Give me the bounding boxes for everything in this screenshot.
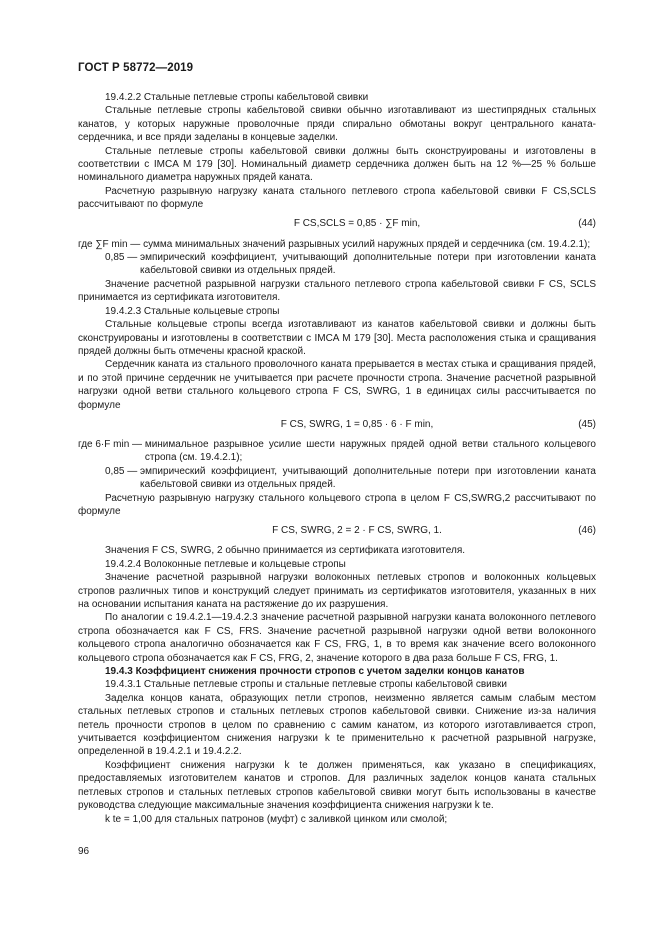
formula-45	[78, 415, 596, 434]
paragraph: Заделка концов каната, образующих петли стропов, неизменно является самым слабым местом стальных петлевых стропов и стальных петлевых стропов кабельтовой свивки. Снижение из-за наличия петель прочности стропов в целом по сравнению с самим канатом, из которого изготавливается строп, учитывается коэффициентом снижения нагрузки k te применительно к расчетной разрывной нагрузке, определенной в 19.4.2.1 и 19.4.2.2.	[78, 692, 596, 758]
definition-item	[78, 438, 596, 465]
paragraph: Расчетную разрывную нагрузку каната стального петлевого стропа кабельтовой свивки F CS,SCLS рассчитывают по формуле	[78, 185, 596, 211]
document-header: ГОСТ Р 58772—2019	[78, 62, 194, 74]
paragraph: Стальные кольцевые стропы всегда изготавливают из канатов кабельтовой свивки и должны быть сконструированы и изготовлены в соответствии с IMCA M 179 [30]. Места расположения стыка и сращивания прядей должны быть отмечены красной краской.	[78, 319, 596, 357]
section-heading: 19.4.2.4 Волоконные петлевые и кольцевые стропы	[105, 558, 346, 570]
formula-expression: F CS,SCLS = 0,85 · ∑F min,	[293, 218, 421, 230]
definition-item	[78, 238, 596, 251]
paragraph: Значения F CS, SWRG, 2 обычно принимается из сертификата изготовителя.	[105, 545, 466, 557]
definition-term: где 6·F min —	[78, 438, 143, 450]
definition-text: эмпирический коэффициент, учитывающий дополнительные потери при изготовлении каната кабельтовой свивки из отдельных прядей.	[140, 465, 596, 491]
definition-item	[78, 251, 596, 278]
formula-number: (45)	[578, 418, 596, 430]
formula-44	[78, 215, 596, 234]
formula-expression: F CS, SWRG, 1 = 0,85 · 6 · F min,	[280, 418, 434, 430]
paragraph: Стальные петлевые стропы кабельтовой свивки должны быть сконструированы и изготовлены в соответствии с IMCA M 179 [30]. Номинальный диаметр сердечника должен быть на 12 %—25 % больше номинального диаметра наружных прядей каната.	[78, 145, 596, 184]
definition-term: 0,85 —	[105, 465, 138, 477]
formula-expression: F CS, SWRG, 2 = 2 · F CS, SWRG, 1.	[272, 525, 442, 537]
formula-number: (44)	[578, 218, 596, 230]
definition-item	[78, 465, 596, 492]
section-heading-bold: 19.4.3 Коэффициент снижения прочности стропов с учетом заделки концов канатов	[105, 666, 525, 678]
paragraph: Сердечник каната из стального проволочного каната прерывается в местах стыка и сращивания прядей, и по этой причине сердечник не учитывается при расчете прочности стропа. Значение расчетной разрывной нагрузки одной ветви стального кольцевого стропа F CS, SWRG, 1 в единицах силы рассчитывается по формуле	[78, 359, 596, 411]
definition-term: 0,85 —	[105, 252, 138, 264]
definition-text: эмпирический коэффициент, учитывающий дополнительные потери при изготовлении каната кабельтовой свивки из отдельных прядей.	[140, 252, 596, 277]
paragraph: Значение расчетной разрывной нагрузки стального петлевого стропа кабельтовой свивки F CS, SCLS принимается из сертификата изготовителя.	[78, 278, 596, 304]
definition-text: минимальное разрывное усилие шести наружных прядей одной ветви стального кольцевого стропа (см. 19.4.2.1);	[144, 438, 596, 464]
paragraph: По аналогии с 19.4.2.1—19.4.2.3 значение расчетной разрывной нагрузки каната волоконного петлевого стропа обозначается как F CS, FRS. Значение расчетной разрывной нагрузки одной ветви волоконного кольцевого стропа аналогично обозначается как F CS, FRG, 1, в то время как значение всего волоконного кольцевого стропа обозначается как F CS, FRG, 2, значение которого в два раза больше F CS, FRG, 1.	[78, 612, 596, 664]
definition-term: где ∑F min —	[78, 238, 141, 250]
paragraph: Стальные петлевые стропы кабельтовой свивки обычно изготавливают из шестипрядных стальных канатов, у которых наружные проволочные пряди спирально обмотаны вокруг центрального каната-сердечника, и все пряди заделаны в концевые заделки.	[78, 105, 596, 144]
section-heading: 19.4.2.2 Стальные петлевые стропы кабельтовой свивки	[105, 92, 369, 103]
formula-number: (46)	[578, 525, 596, 537]
page-number: 96	[78, 846, 90, 857]
formula-46	[78, 521, 596, 540]
paragraph: Значение расчетной разрывной нагрузки волоконных петлевых стропов и волоконных кольцевых стропов различных типов и конструкций следует принимать из сертификатов изготовителя, указанных в них на основании испытания каната на растяжение до их разрушения.	[78, 572, 596, 610]
paragraph: Расчетную разрывную нагрузку стального кольцевого стропа в целом F CS,SWRG,2 рассчитывают по формуле	[78, 492, 596, 517]
section-heading: 19.4.3.1 Стальные петлевые стропы и стальные петлевые стропы кабельтовой свивки	[105, 679, 507, 691]
definition-text: сумма минимальных значений разрывных усилий наружных прядей и сердечника (см. 19.4.2.1);	[143, 238, 591, 250]
paragraph: k te = 1,00 для стальных патронов (муфт) с заливкой цинком или смолой;	[105, 813, 448, 825]
paragraph: Коэффициент снижения нагрузки k te должен применяться, как указано в спецификациях, предоставляемых изготовителем канатов и стропов. Для различных заделок концов каната стальных петлевых стропов и стальных петлевых стропов кабельтовой свивки могут быть использованы в качестве руководства следующие максимальные значения коэффициента снижения нагрузки k te.	[78, 759, 596, 812]
section-heading: 19.4.2.3 Стальные кольцевые стропы	[105, 305, 280, 317]
document-body	[78, 91, 596, 826]
